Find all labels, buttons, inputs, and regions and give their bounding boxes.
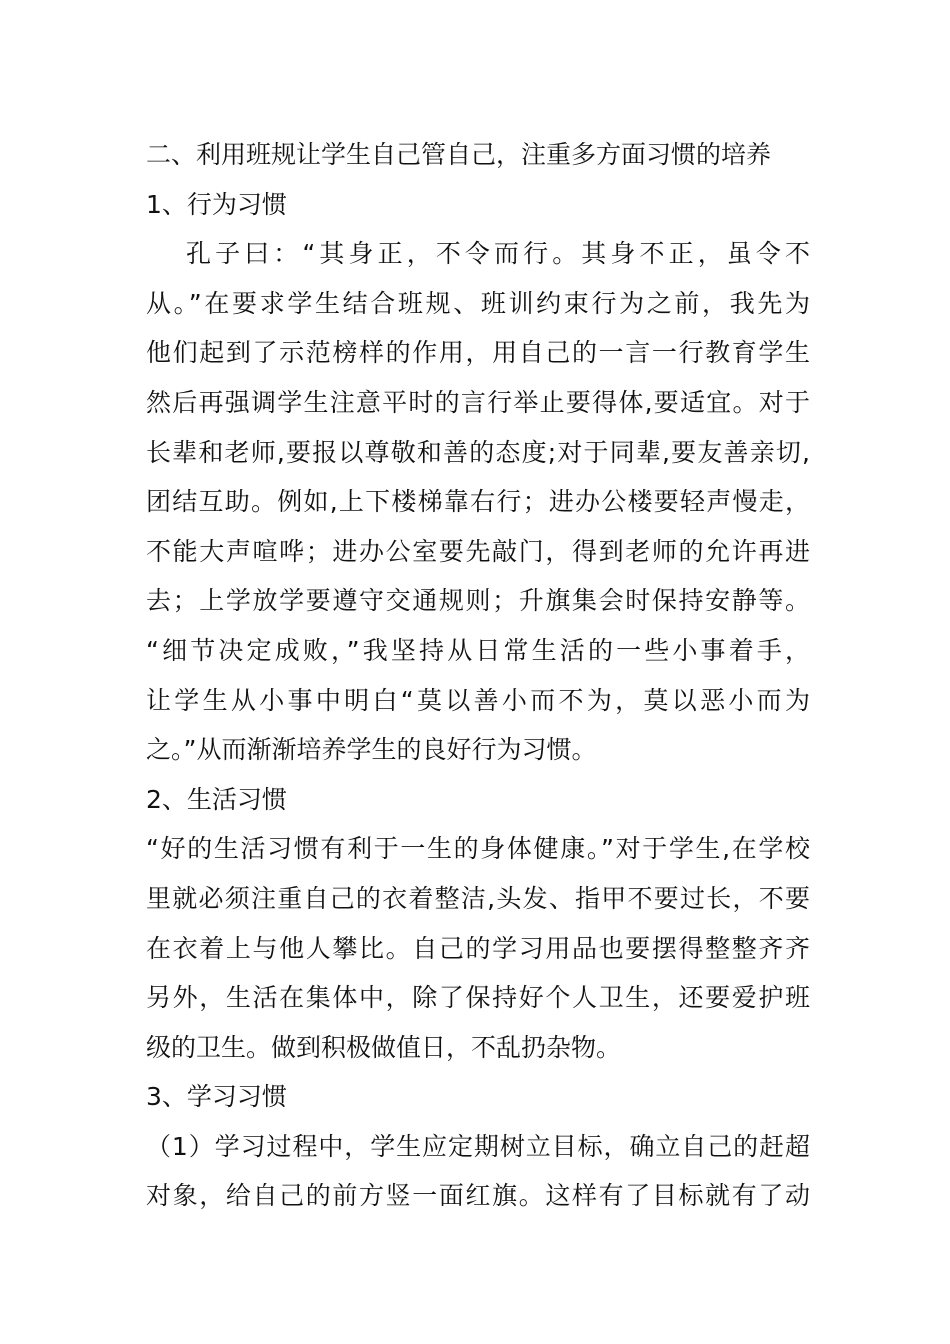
document-body xyxy=(146,130,810,1221)
subsection-title-study: 3、学习习惯 xyxy=(146,1082,287,1112)
paragraph-line: 从。”在要求学生结合班规、班训约束行为之前，我先为 xyxy=(146,288,810,318)
paragraph-line: 孔子曰：“其身正，不令而行。其身不正，虽令不 xyxy=(186,239,810,269)
paragraph-line: （1）学习过程中，学生应定期树立目标，确立自己的赶超 xyxy=(146,1131,810,1161)
paragraph-line: 不能大声喧哗；进办公室要先敲门，得到老师的允许再进 xyxy=(146,536,810,566)
paragraph-line: 级的卫生。做到积极做值日，不乱扔杂物。 xyxy=(146,1032,622,1062)
paragraph-line: 然后再强调学生注意平时的言行举止要得体,要适宜。对于 xyxy=(146,387,810,417)
paragraph-line: 去；上学放学要遵守交通规则；升旗集会时保持安静等。 xyxy=(146,586,810,616)
paragraph-line: 让学生从小事中明白“莫以善小而不为，莫以恶小而为 xyxy=(146,685,810,715)
paragraph-line: 另外，生活在集体中，除了保持好个人卫生，还要爱护班 xyxy=(146,983,810,1013)
paragraph-line: 之。”从而渐渐培养学生的良好行为习惯。 xyxy=(146,735,597,765)
subsection-title-behavior: 1、行为习惯 xyxy=(146,189,287,219)
paragraph-line: 团结互助。例如,上下楼梯靠右行；进办公楼要轻声慢走， xyxy=(146,487,810,517)
section-heading: 二、利用班规让学生自己管自己，注重多方面习惯的培养 xyxy=(146,140,772,169)
paragraph-line: 他们起到了示范榜样的作用，用自己的一言一行教育学生 xyxy=(146,338,810,368)
paragraph-line: “好的生活习惯有利于一生的身体健康。”对于学生,在学校 xyxy=(146,834,810,864)
subsection-title-life: 2、生活习惯 xyxy=(146,784,287,814)
paragraph-line: “细节决定成败，”我坚持从日常生活的一些小事着手， xyxy=(146,635,810,665)
paragraph-line: 长辈和老师,要报以尊敬和善的态度;对于同辈,要友善亲切, xyxy=(146,437,810,467)
paragraph-line: 在衣着上与他人攀比。自己的学习用品也要摆得整整齐齐 xyxy=(146,933,810,963)
paragraph-line: 对象，给自己的前方竖一面红旗。这样有了目标就有了动 xyxy=(146,1181,810,1211)
paragraph-line: 里就必须注重自己的衣着整洁,头发、指甲不要过长，不要 xyxy=(146,883,810,913)
